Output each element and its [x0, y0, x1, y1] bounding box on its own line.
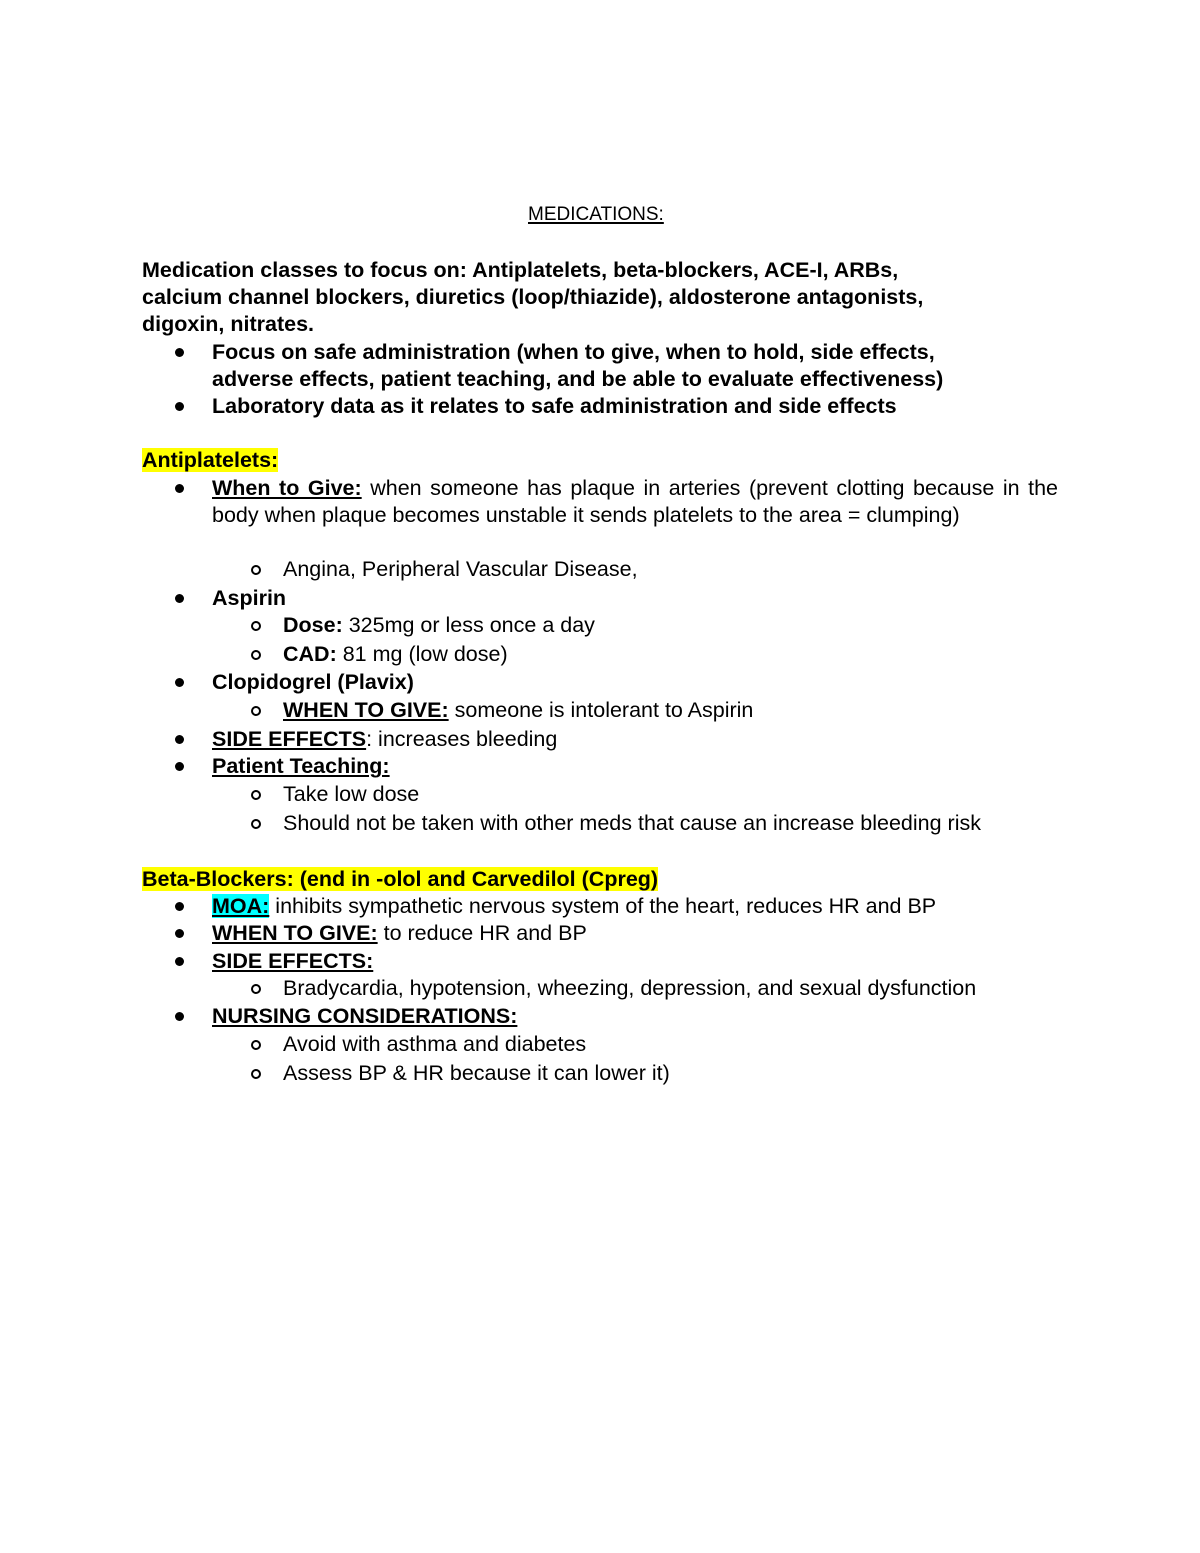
bullet-icon	[175, 678, 184, 687]
intro-line-1: Medication classes to focus on: Antiplatelets, beta-blockers, ACE-I, ARBs,	[142, 258, 899, 282]
bullet-icon	[175, 957, 184, 966]
nursing-consideration-2: Assess BP & HR because it can lower it)	[283, 1061, 670, 1085]
patient-teaching-label: Patient Teaching:	[212, 754, 390, 778]
beta-blockers-side-effects-label: SIDE EFFECTS:	[212, 949, 374, 973]
bullet-icon	[175, 348, 184, 357]
antiplatelets-when-sub: Angina, Peripheral Vascular Disease,	[283, 557, 638, 581]
circle-bullet-icon	[251, 706, 261, 716]
bullet-icon	[175, 484, 184, 493]
aspirin-dose: Dose: 325mg or less once a day	[283, 613, 595, 637]
bullet-icon	[175, 402, 184, 411]
intro-bullet-1-line-2: adverse effects, patient teaching, and be able to evaluate effectiveness)	[212, 367, 944, 391]
circle-bullet-icon	[251, 621, 261, 631]
bullet-icon	[175, 735, 184, 744]
beta-blockers-moa: MOA: inhibits sympathetic nervous system of the heart, reduces HR and BP	[212, 894, 937, 918]
bullet-icon	[175, 1012, 184, 1021]
nursing-considerations-label: NURSING CONSIDERATIONS:	[212, 1004, 518, 1028]
bullet-icon	[175, 929, 184, 938]
antiplatelets-when-to-give: When to Give: when someone has plaque in arteries (prevent clotting because in the body when plaque becomes unstable it sends platelets to the area = clumping)	[212, 476, 1059, 527]
bullet-icon	[175, 762, 184, 771]
clopidogrel-when-to-give: WHEN TO GIVE: someone is intolerant to Aspirin	[283, 698, 754, 722]
page-title: MEDICATIONS:	[528, 204, 664, 225]
clopidogrel-label: Clopidogrel (Plavix)	[212, 670, 414, 694]
beta-blockers-side-effect-1: Bradycardia, hypotension, wheezing, depression, and sexual dysfunction	[283, 976, 977, 1000]
beta-blockers-heading: Beta-Blockers: (end in -olol and Carvedilol (Cpreg)	[142, 867, 659, 891]
circle-bullet-icon	[251, 1040, 261, 1050]
nursing-consideration-1: Avoid with asthma and diabetes	[283, 1032, 587, 1056]
circle-bullet-icon	[251, 565, 261, 575]
circle-bullet-icon	[251, 790, 261, 800]
intro-bullet-2: Laboratory data as it relates to safe administration and side effects	[212, 394, 897, 418]
bullet-icon	[175, 594, 184, 603]
circle-bullet-icon	[251, 984, 261, 994]
intro-line-3: digoxin, nitrates.	[142, 312, 315, 336]
antiplatelets-side-effects: SIDE EFFECTS: increases bleeding	[212, 727, 558, 751]
intro-line-2: calcium channel blockers, diuretics (loop/thiazide), aldosterone antagonists,	[142, 285, 924, 309]
aspirin-label: Aspirin	[212, 586, 287, 610]
bullet-icon	[175, 902, 184, 911]
circle-bullet-icon	[251, 819, 261, 829]
intro-bullet-1-line-1: Focus on safe administration (when to give, when to hold, side effects,	[212, 340, 935, 364]
aspirin-cad: CAD: 81 mg (low dose)	[283, 642, 508, 666]
patient-teaching-1: Take low dose	[283, 782, 420, 806]
circle-bullet-icon	[251, 1069, 261, 1079]
circle-bullet-icon	[251, 650, 261, 660]
antiplatelets-heading: Antiplatelets:	[142, 448, 279, 472]
beta-blockers-when-to-give: WHEN TO GIVE: to reduce HR and BP	[212, 921, 587, 945]
patient-teaching-2: Should not be taken with other meds that cause an increase bleeding risk	[283, 811, 981, 835]
